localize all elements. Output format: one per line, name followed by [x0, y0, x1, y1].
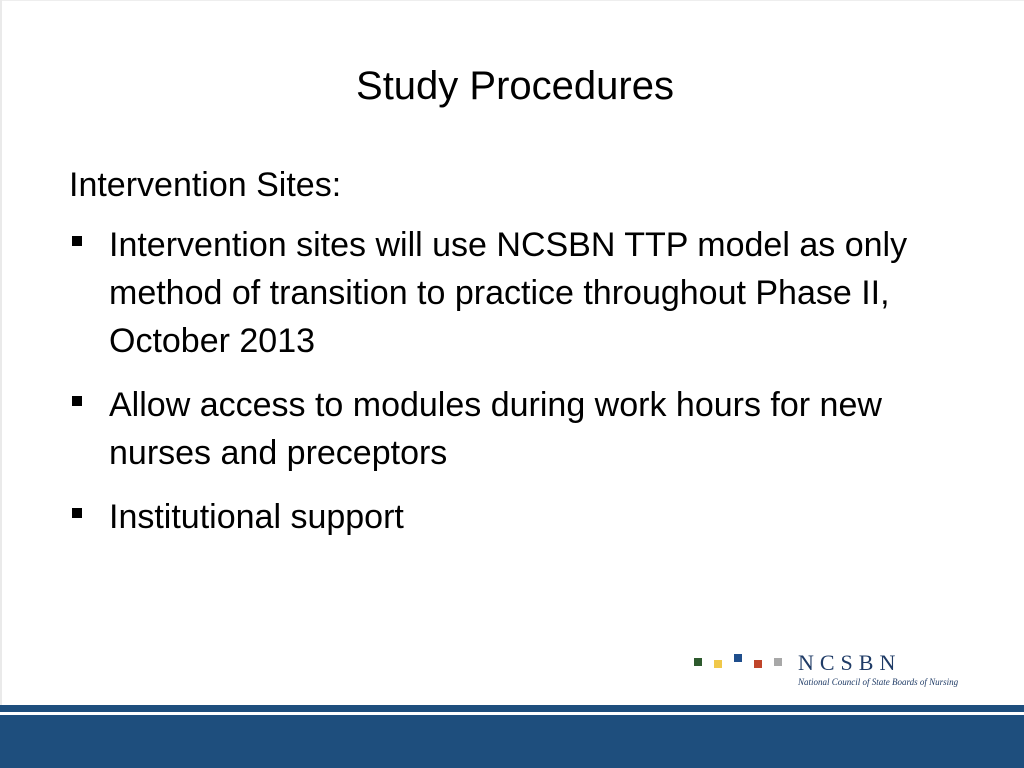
bullet-text: Institutional support: [109, 498, 404, 536]
square-bullet-icon: [72, 508, 82, 518]
logo-name: NCSBN: [798, 650, 902, 675]
bullet-text: Allow access to modules during work hours for new nurses and preceptors: [109, 386, 882, 472]
logo-square-icon: [694, 658, 702, 666]
logo-square-icon: [754, 660, 762, 668]
logo-square-icon: [734, 654, 742, 662]
footer-thin-band: [0, 705, 1024, 712]
bullet-item: [70, 381, 975, 477]
logo-square-icon: [714, 660, 722, 668]
slide-top-edge: [0, 0, 1024, 1]
slide-subheading: Intervention Sites:: [69, 166, 342, 204]
footer-band: [0, 715, 1024, 768]
slide-title: Study Procedures: [356, 64, 674, 108]
bullet-item: [70, 493, 975, 541]
ncsbn-logo: [690, 648, 990, 694]
logo-tagline: National Council of State Boards of Nursing: [798, 677, 959, 687]
square-bullet-icon: [72, 236, 82, 246]
bullet-item: [70, 221, 975, 365]
bullet-text: Intervention sites will use NCSBN TTP model as only method of transition to practice throughout Phase II, October 2013: [109, 226, 908, 360]
logo-square-icon: [774, 658, 782, 666]
bullet-list: [70, 221, 975, 557]
square-bullet-icon: [72, 396, 82, 406]
